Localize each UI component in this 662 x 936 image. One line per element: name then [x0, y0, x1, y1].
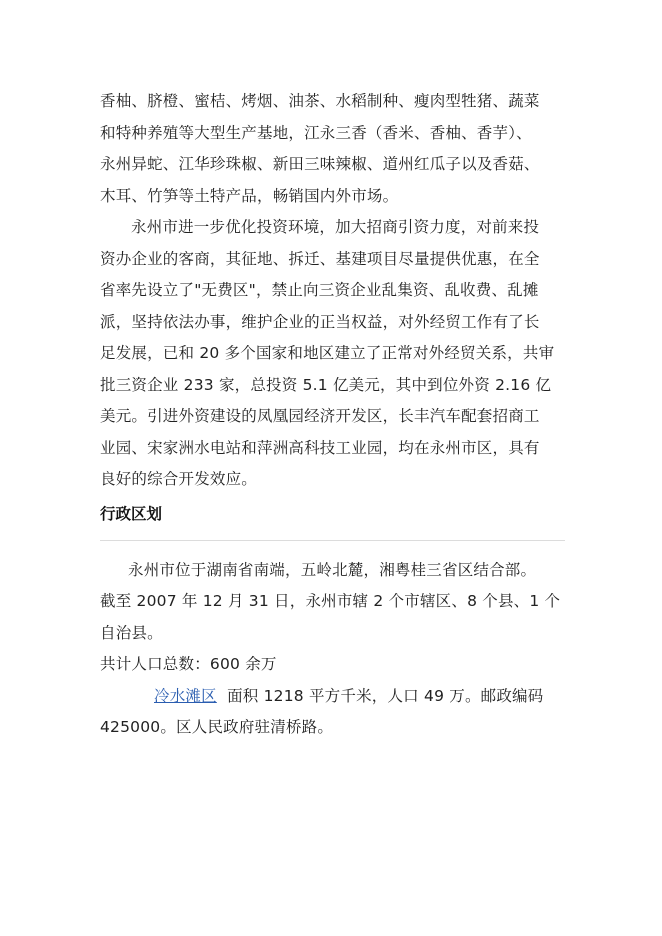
heading-divider: [100, 540, 565, 541]
text-line: 永州异蛇、江华珍珠椒、新田三味辣椒、道州红瓜子以及香菇、: [100, 155, 540, 173]
text-line: 木耳、竹笋等土特产品，畅销国内外市场。: [100, 186, 399, 205]
district-link[interactable]: 冷水滩区: [154, 686, 217, 705]
district-line: 425000。区人民政府驻清桥路。: [100, 718, 334, 736]
text-line: 香柚、脐橙、蜜桔、烤烟、油茶、水稻制种、瘦肉型牲猪、蔬菜: [100, 92, 540, 110]
text-line: 美元。引进外资建设的凤凰园经济开发区，长丰汽车配套招商工: [100, 407, 540, 425]
text-line: 资办企业的客商，其征地、拆迁、基建项目尽量提供优惠，在全: [100, 249, 540, 268]
text-line: 业园、宋家洲水电站和萍洲高科技工业园，均在永州市区，具有: [100, 438, 540, 457]
text-line: 良好的综合开发效应。: [100, 470, 258, 488]
document-page: [100, 86, 570, 744]
text-line: 和特种养殖等大型生产基地，江永三香（香米、香柚、香芋）、: [100, 123, 532, 142]
admin-line: 截至 2007 年 12 月 31 日，永州市辖 2 个市辖区、8 个县、1 个: [100, 592, 561, 610]
location-line: [100, 555, 570, 587]
district-line: [100, 681, 570, 713]
text-line: 派，坚持依法办事，维护企业的正当权益，对外经贸工作有了长: [100, 312, 540, 331]
admin-line: 自治县。: [100, 623, 163, 642]
intro-paragraph: [100, 86, 570, 212]
text-line: 省率先设立了"无费区"，禁止向三资企业乱集资、乱收费、乱摊: [100, 281, 539, 299]
investment-paragraph: [100, 212, 570, 496]
district-text: 面积 1218 平方千米，人口 49 万。邮政编码: [227, 686, 544, 705]
population-line: 共计人口总数：600 余万: [100, 655, 277, 673]
text-line: 永州市进一步优化投资环境，加大招商引资力度，对前来投: [131, 218, 540, 236]
text-line: 足发展，已和 20 多个国家和地区建立了正常对外经贸关系，共审: [100, 344, 555, 362]
section-heading: 行政区划: [100, 504, 163, 523]
location-text: 永州市位于湖南省南端，五岭北麓，湘粤桂三省区结合部。: [128, 560, 537, 579]
text-line: 批三资企业 233 家，总投资 5.1 亿美元，其中到位外资 2.16 亿: [100, 375, 552, 394]
